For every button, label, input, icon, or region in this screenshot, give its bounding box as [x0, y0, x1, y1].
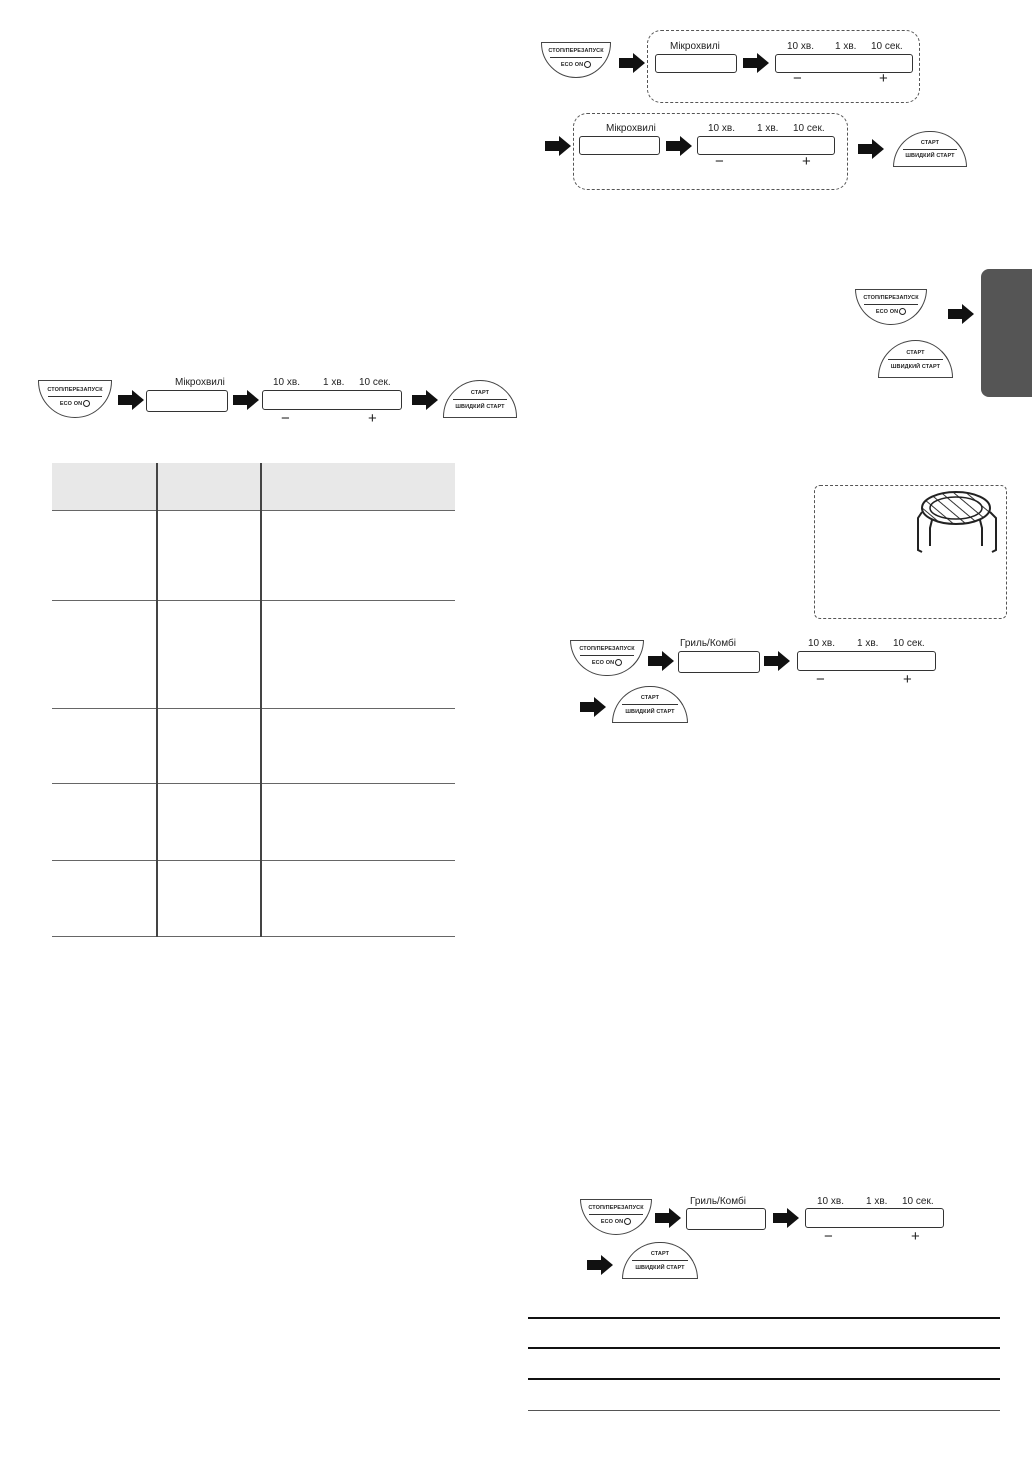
stop-reset-button[interactable]: [855, 289, 927, 325]
table-header-cell: [157, 463, 261, 511]
stop-reset-button[interactable]: [38, 380, 112, 418]
table-rule: [528, 1378, 1000, 1380]
table-cell: [52, 861, 157, 937]
grill-combi-label: Гриль/Комбі: [680, 638, 736, 649]
grill-combi-button[interactable]: [686, 1208, 766, 1230]
quick-start-label: ШВИДКИЙ СТАРТ: [625, 709, 675, 715]
start-button[interactable]: [622, 1242, 698, 1279]
table-cell: [52, 601, 157, 709]
eco-on-label: ECO ON: [560, 61, 584, 68]
stop-reset-button[interactable]: [580, 1199, 652, 1235]
stop-reset-label: СТОП/ПЕРЕЗАПУСК: [588, 1205, 644, 1211]
arrow-icon: [580, 697, 606, 717]
microwave-label: Мікрохвилі: [670, 41, 720, 52]
stop-reset-label: СТОП/ПЕРЕЗАПУСК: [47, 387, 103, 393]
table-cell: [157, 709, 261, 784]
arrow-icon: [858, 139, 884, 159]
eco-on-label: ECO ON: [591, 659, 615, 666]
arrow-icon: [743, 53, 769, 73]
eco-icon: [615, 659, 622, 666]
time-10sec-label: 10 сек.: [902, 1196, 934, 1207]
microwave-button[interactable]: [655, 54, 737, 73]
microwave-button[interactable]: [579, 136, 660, 155]
stop-reset-label: СТОП/ПЕРЕЗАПУСК: [579, 646, 635, 652]
table-rule: [528, 1317, 1000, 1319]
table-row: [52, 601, 455, 709]
start-label: СТАРТ: [470, 390, 490, 396]
table-cell: [52, 784, 157, 861]
minus-sign: −: [281, 410, 290, 427]
table-cell: [157, 601, 261, 709]
plus-sign: +: [903, 671, 912, 688]
minus-sign: −: [816, 671, 825, 688]
time-10sec-label: 10 сек.: [893, 638, 925, 649]
table-header-cell: [52, 463, 157, 511]
plus-sign: +: [879, 70, 888, 87]
table-header-cell: [261, 463, 455, 511]
arrow-icon: [666, 136, 692, 156]
eco-icon: [899, 308, 906, 315]
arrow-icon: [118, 390, 144, 410]
stop-reset-label: СТОП/ПЕРЕЗАПУСК: [548, 48, 604, 54]
grill-rack-icon: [910, 488, 1002, 564]
arrow-icon: [545, 136, 571, 156]
quick-start-label: ШВИДКИЙ СТАРТ: [455, 404, 505, 410]
time-10sec-label: 10 сек.: [359, 377, 391, 388]
minus-sign: −: [824, 1228, 833, 1245]
start-button[interactable]: [893, 131, 967, 167]
table-cell: [157, 861, 261, 937]
table-rule: [528, 1347, 1000, 1349]
quick-start-label: ШВИДКИЙ СТАРТ: [905, 153, 955, 159]
side-tab: [981, 269, 1032, 397]
table-cell: [52, 511, 157, 601]
eco-icon: [83, 400, 90, 407]
arrow-icon: [587, 1255, 613, 1275]
microwave-label: Мікрохвилі: [175, 377, 225, 388]
eco-icon: [624, 1218, 631, 1225]
start-label: СТАРТ: [640, 695, 660, 701]
arrow-icon: [619, 53, 645, 73]
start-button[interactable]: [878, 340, 953, 378]
table-cell: [261, 784, 455, 861]
start-button[interactable]: [612, 686, 688, 723]
microwave-label: Мікрохвилі: [606, 123, 656, 134]
time-10min-label: 10 хв.: [273, 377, 300, 388]
grill-combi-label: Гриль/Комбі: [690, 1196, 746, 1207]
quick-start-label: ШВИДКИЙ СТАРТ: [890, 364, 941, 370]
table-row: [52, 784, 455, 861]
arrow-icon: [655, 1208, 681, 1228]
table-cell: [261, 601, 455, 709]
table-cell: [157, 784, 261, 861]
stop-reset-button[interactable]: [541, 42, 611, 78]
time-dial[interactable]: [805, 1208, 944, 1228]
arrow-icon: [773, 1208, 799, 1228]
time-10min-label: 10 хв.: [808, 638, 835, 649]
grill-combi-button[interactable]: [678, 651, 760, 673]
time-1min-label: 1 хв.: [323, 377, 345, 388]
eco-icon: [584, 61, 591, 68]
time-10sec-label: 10 сек.: [871, 41, 903, 52]
minus-sign: −: [715, 153, 724, 170]
time-1min-label: 1 хв.: [857, 638, 879, 649]
time-10min-label: 10 хв.: [708, 123, 735, 134]
start-label: СТАРТ: [906, 350, 925, 356]
time-dial[interactable]: [797, 651, 936, 671]
stop-reset-button[interactable]: [570, 640, 644, 676]
time-dial[interactable]: [262, 390, 402, 410]
table-cell: [157, 511, 261, 601]
table-cell: [261, 511, 455, 601]
eco-on-label: ECO ON: [59, 400, 83, 407]
table-cell: [52, 709, 157, 784]
cooking-table: [52, 463, 455, 937]
table-row: [52, 861, 455, 937]
table-row: [52, 511, 455, 601]
microwave-button[interactable]: [146, 390, 228, 412]
time-10min-label: 10 хв.: [787, 41, 814, 52]
stop-reset-label: СТОП/ПЕРЕЗАПУСК: [863, 295, 919, 301]
eco-on-label: ECO ON: [600, 1218, 624, 1225]
arrow-icon: [764, 651, 790, 671]
minus-sign: −: [793, 70, 802, 87]
start-label: СТАРТ: [650, 1251, 670, 1257]
arrow-icon: [233, 390, 259, 410]
plus-sign: +: [911, 1228, 920, 1245]
time-1min-label: 1 хв.: [866, 1196, 888, 1207]
plus-sign: +: [368, 410, 377, 427]
start-button[interactable]: [443, 380, 517, 418]
arrow-icon: [948, 304, 974, 324]
time-10sec-label: 10 сек.: [793, 123, 825, 134]
time-10min-label: 10 хв.: [817, 1196, 844, 1207]
arrow-icon: [648, 651, 674, 671]
arrow-icon: [412, 390, 438, 410]
table-rule: [528, 1410, 1000, 1411]
eco-on-label: ECO ON: [875, 308, 899, 315]
table-header-row: [52, 463, 455, 511]
start-label: СТАРТ: [920, 140, 940, 146]
table-cell: [261, 709, 455, 784]
table-row: [52, 709, 455, 784]
quick-start-label: ШВИДКИЙ СТАРТ: [635, 1265, 685, 1271]
table-cell: [261, 861, 455, 937]
plus-sign: +: [802, 153, 811, 170]
time-1min-label: 1 хв.: [757, 123, 779, 134]
time-1min-label: 1 хв.: [835, 41, 857, 52]
